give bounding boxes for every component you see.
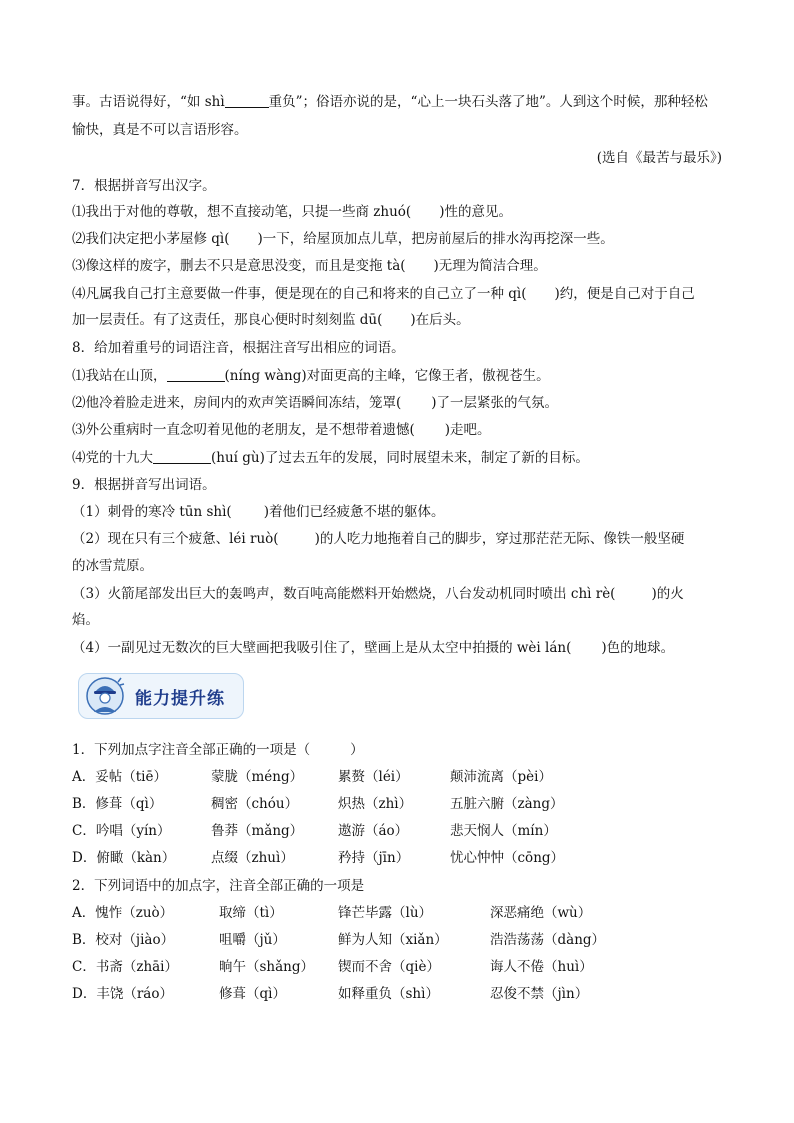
q7-item-4-cont: 加一层责任。有了这责任，那良心便时时刻刻监 dū( )在后头。 (72, 312, 470, 328)
fill-blank[interactable] (153, 449, 211, 464)
intro-text-b: 重负”；俗语亦说的是，“心上一块石头落了地”。人到这个时候，那种轻松 (268, 94, 708, 110)
q9-item-2-cont: 的冰雪荒原。 (72, 558, 153, 574)
q9-item-3: （3）火箭尾部发出巨大的轰鸣声，数百吨高能燃料开始燃烧，八台发动机同时喷出 chì rè( )的火 (72, 586, 684, 602)
q9-item-3-cont: 焰。 (72, 612, 99, 628)
q9-item-2: （2）现在只有三个疲惫、léi ruò( )的人吃力地拖着自己的脚步，穿过那茫茫无际、像铁一般坚硬 (72, 531, 685, 547)
intro-text-a: 事。古语说得好，“如 shì (72, 94, 225, 110)
p2-title: 2．下列词语中的加点字，注音全部正确的一项是 (72, 878, 365, 894)
q8-title: 8．给加着重号的词语注音，根据注音写出相应的词语。 (72, 340, 405, 356)
section-banner (78, 673, 244, 719)
source-citation: (选自《最苦与最乐》) (596, 150, 722, 166)
q8-item-2: ⑵他冷着脸走进来，房间内的欢声笑语瞬间冻结，笼罩( )了一层紧张的气氛。 (72, 395, 559, 411)
engineer-icon (85, 676, 125, 716)
p1-title: 1．下列加点字注音全部正确的一项是（ ） (72, 742, 364, 758)
fill-blank[interactable] (225, 93, 269, 108)
q9-item-4: （4）一副见过无数次的巨大壁画把我吸引住了，壁画上是从太空中拍摄的 wèi lán( )色的地球。 (72, 640, 675, 656)
q7-item-2: ⑵我们决定把小茅屋修 qì( )一下，给屋顶加点儿草，把房前屋后的排水沟再挖深一些。 (72, 231, 614, 247)
q9-title: 9．根据拼音写出词语。 (72, 477, 216, 493)
q9-item-1: （1）刺骨的寒冷 tūn shì( )着他们已经疲惫不堪的躯体。 (72, 504, 445, 520)
q8-item-3: ⑶外公重病时一直念叨着见他的老朋友，是不想带着遗憾( )走吧。 (72, 422, 491, 438)
intro-line-2: 愉快，真是不可以言语形容。 (72, 122, 248, 138)
q8-item-4: ⑷党的十九大 (huí gù)了过去五年的发展，同时展望未来，制定了新的目标。 (72, 450, 589, 466)
banner-title: 能力提升练 (135, 689, 225, 709)
q7-item-1: ⑴我出于对他的尊敬，想不直接动笔，只提一些商 zhuó( )性的意见。 (72, 204, 512, 220)
q7-title: 7．根据拼音写出汉字。 (72, 178, 216, 194)
q7-item-3: ⑶像这样的废字，删去不只是意思没变，而且是变拖 tà( )无理为简洁合理。 (72, 258, 547, 274)
q7-item-4: ⑷凡属我自己打主意要做一件事，便是现在的自己和将来的自己立了一种 qì( )约，便是自己对于自己 (72, 286, 695, 302)
intro-line-1 (72, 92, 708, 112)
q8-item-1: ⑴我站在山顶， (níng wàng)对面更高的主峰，它像王者，傲视苍生。 (72, 368, 550, 384)
fill-blank[interactable] (167, 367, 225, 382)
